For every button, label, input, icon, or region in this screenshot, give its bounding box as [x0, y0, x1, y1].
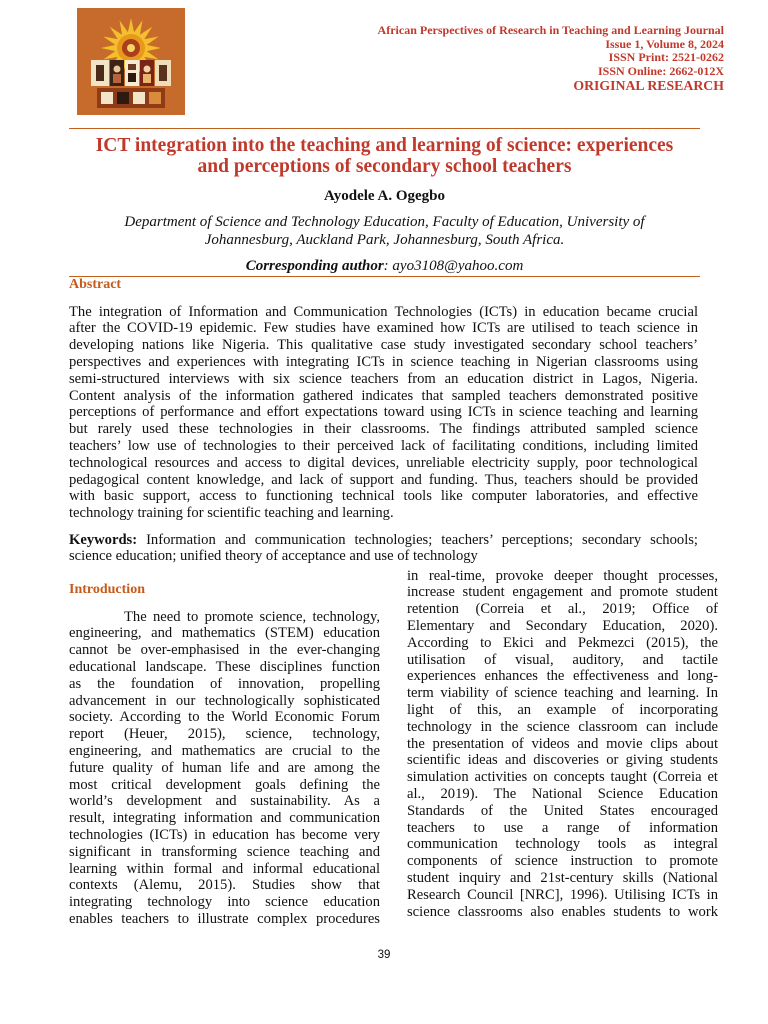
journal-logo [77, 8, 185, 115]
body-line: contexts (Alemu, 2015). Studies show that [69, 877, 380, 894]
keywords [69, 532, 698, 566]
body-line: significant in transforming science teaching and [69, 843, 380, 860]
body-line: According to Ekici and Pekmezci (2015), the [407, 634, 718, 651]
body-line: technologies (ICTs) in education has become very [69, 826, 380, 843]
photo-tiles [91, 60, 171, 108]
keywords-text: Information and communication technologies; teachers’ perceptions; secondary schools; [146, 531, 698, 548]
body-line: advancement in our technologically sophisticated [69, 692, 380, 709]
corresponding-author-label: Corresponding author [245, 258, 384, 274]
journal-header [378, 24, 724, 93]
body-line: report (Heuer, 2015), science, technology, [69, 726, 380, 743]
body-line: scientific ideas and discoveries or giving students [407, 752, 718, 769]
body-line: educational landscape. These disciplines function [69, 658, 380, 675]
body-line: communication technology tools as integral [407, 836, 718, 853]
article-title-line: ICT integration into the teaching and learning of science: experiences [95, 134, 674, 156]
body-line: light of this, an example of incorporating [407, 701, 718, 718]
body-line: Research Council [NRC], 1996). Utilising ICTs in [407, 886, 718, 903]
body-line: as the foundation of innovation, propelling [69, 675, 380, 692]
abstract-line: technology training for scientific teaching and learning. [69, 505, 394, 522]
body-line: science classrooms also enables students to work [407, 903, 718, 920]
abstract-divider [69, 276, 700, 278]
body-line: enables teachers to illustrate complex procedures [69, 910, 380, 927]
issn-online: ISSN Online: 2662-012X [597, 64, 724, 79]
article-title-line: and perceptions of secondary school teachers [197, 155, 572, 177]
body-line: simulation activities on concepts taught (Correia et [407, 769, 718, 786]
header-divider [69, 128, 700, 130]
corresponding-email[interactable]: ayo3108@yahoo.com [392, 258, 524, 274]
body-line: al., 2019). The National Science Education [407, 785, 718, 802]
keywords-label: Keywords: [69, 531, 138, 548]
abstract-line: but rarely used these technologies in their classrooms. The findings attributed sampled science [69, 421, 698, 438]
body-line: engineering, and mathematics (STEM) education [69, 625, 380, 642]
introduction-right-column [407, 568, 718, 921]
body-line: components of science instruction to promote [407, 853, 718, 870]
author-name: Ayodele A. Ogegbo [324, 188, 445, 204]
article-title [69, 135, 700, 177]
body-line: learning within formal and informal educational [69, 860, 380, 877]
body-line: most critical development goals defining the [69, 776, 380, 793]
abstract-line: developing nations like Nigeria. This qualitative case study investigated secondary school teachers’ [69, 337, 698, 354]
body-line: in real-time, provoke deeper thought processes, [407, 567, 718, 584]
body-line: the presentation of videos and movie clips about [407, 735, 718, 752]
abstract-line: perceptions of performance and effort expectations toward using ICTs in science teaching and learning [69, 404, 698, 421]
body-line: result, integrating information and communication [69, 810, 380, 827]
body-line: teachers to use a range of information [407, 819, 718, 836]
abstract-line: semi-structured interviews with six science teachers from an education district in Lagos, Nigeria. [69, 370, 698, 387]
article-type-label: ORIGINAL RESEARCH [573, 77, 724, 93]
author-affiliation-line: Department of Science and Technology Education, Faculty of Education, University of [124, 214, 645, 230]
body-line: increase student engagement and promote student [407, 584, 718, 601]
body-line: student inquiry and 21st-century skills (National [407, 869, 718, 886]
body-line: engineering, and mathematics are crucial to the [69, 742, 380, 759]
body-line: The need to promote science, technology, [124, 608, 380, 625]
body-line: experiences enhances the effectiveness and long- [407, 668, 718, 685]
journal-name: African Perspectives of Research in Teaching and Learning Journal [377, 23, 724, 37]
body-line: term viability of science teaching and learning. In [407, 685, 718, 702]
abstract-text [69, 304, 698, 522]
body-line: technology in the science classroom can include [407, 718, 718, 735]
body-line: Standards of the United States encouraged [407, 802, 718, 819]
body-line: retention (Correia et al., 2019; Office of [407, 601, 718, 618]
keywords-line [69, 532, 698, 549]
abstract-line: with basic support, access to functioning technical tools like computer laboratories, and effective [69, 488, 698, 505]
introduction-left-column [69, 609, 380, 928]
body-line: cannot be over-emphasised in the ever-changing [69, 642, 380, 659]
body-line: society. According to the World Economic Forum [69, 709, 380, 726]
abstract-line: Content analysis of the information gathered indicates that sampled teachers demonstrated positive [69, 387, 698, 404]
abstract-line: perspectives and experiences with integrating ICTs in science teaching in Nigerian classrooms using [69, 353, 698, 370]
abstract-line: technological resources and access to digital devices, unreliable electricity supply, poor technological [69, 454, 698, 471]
body-line: integrating technology into science education [69, 894, 380, 911]
abstract-line: pedagogical content knowledge, and lack of support and funding. Thus, teachers should be provided [69, 471, 698, 488]
body-line: Elementary and Secondary Education, 2020). [407, 617, 718, 634]
body-line: utilisation of visual, auditory, and tactile [407, 651, 718, 668]
corresponding-separator: : [383, 258, 389, 274]
body-line: future quality of human life and are among the [69, 759, 380, 776]
author-affiliation [69, 213, 700, 249]
page-number: 39 [377, 949, 391, 961]
author-affiliation-line: Johannesburg, Auckland Park, Johannesburg, South Africa. [204, 232, 565, 248]
issue-volume: Issue 1, Volume 8, 2024 [605, 36, 724, 51]
corresponding-author [69, 257, 700, 275]
introduction-heading: Introduction [69, 581, 145, 597]
abstract-line: after the COVID-19 epidemic. Few studies have examined how ICTs are utilised to teach science in [69, 320, 698, 337]
abstract-line: teachers’ low use of technologies to their perceived lack of facilitating conditions, including limited [69, 437, 698, 454]
keywords-line: science education; unified theory of acceptance and use of technology [69, 548, 478, 565]
issn-print: ISSN Print: 2521-0262 [608, 50, 724, 65]
abstract-heading: Abstract [69, 276, 122, 292]
body-line: world’s development and sustainability. As a [69, 793, 380, 810]
abstract-line: The integration of Information and Communication Technologies (ICTs) in education became crucial [69, 303, 698, 320]
